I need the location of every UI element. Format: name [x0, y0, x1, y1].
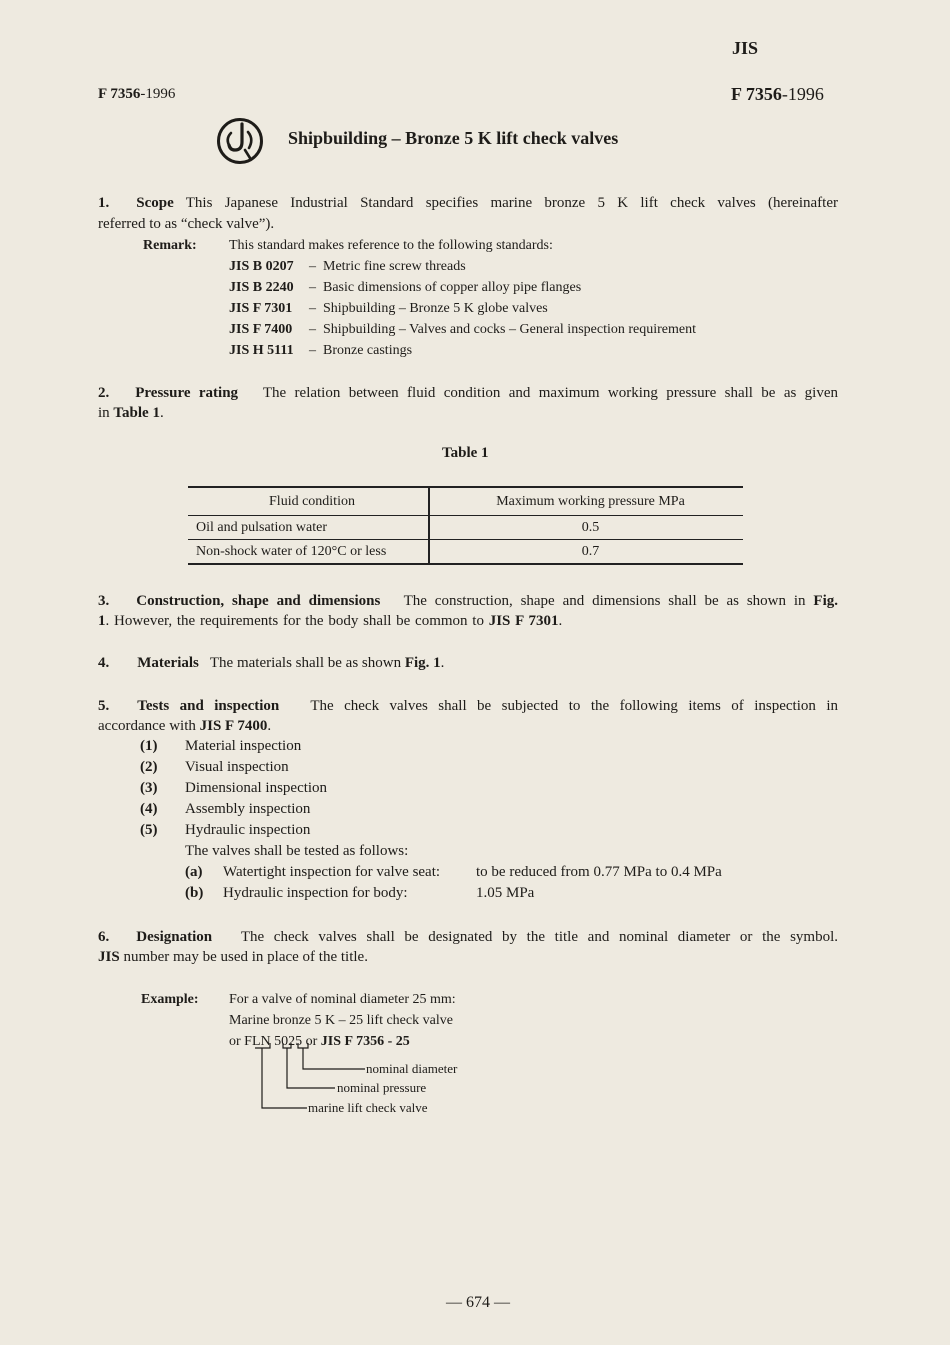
designation-text-line2: number may be used in place of the title.	[119, 949, 368, 965]
construction-number: 3.	[98, 593, 110, 609]
jis-mark-icon	[216, 117, 264, 165]
tests-paragraph-line2	[98, 716, 271, 737]
list-item	[140, 736, 327, 757]
table-row	[188, 540, 743, 565]
designation-text-line1: The check valves shall be designated by the title and nominal diameter or the symbol.	[240, 929, 838, 945]
reference-dash: –	[309, 322, 316, 337]
sub-item-number: (b)	[185, 885, 204, 901]
construction-heading: Construction, shape and dimensions	[136, 593, 381, 609]
item-number: (2)	[140, 759, 158, 775]
reference-title: Shipbuilding – Bronze 5 K globe valves	[323, 301, 548, 316]
standard-ref: JIS F 7400	[199, 718, 268, 734]
page-number: — 674 —	[446, 1294, 510, 1311]
designation-paragraph-line1	[98, 927, 838, 948]
pressure-text-line2: in	[98, 405, 114, 421]
pressure-paragraph-line2	[98, 403, 164, 424]
or-text: or	[229, 1034, 245, 1049]
sub-item-label: Hydraulic inspection for body:	[223, 885, 408, 901]
item-text: Assembly inspection	[185, 801, 311, 817]
column-header-fluid-condition: Fluid condition	[188, 487, 429, 516]
reference-item	[143, 277, 696, 298]
standard-ref: JIS	[98, 949, 120, 965]
header-standard-code-left	[98, 86, 175, 103]
list-item	[140, 778, 327, 799]
example-line1: For a valve of nominal diameter 25 mm:	[229, 992, 456, 1007]
item-text: Hydraulic inspection	[185, 822, 311, 838]
table-cell: 0.5	[429, 516, 743, 540]
construction-paragraph-line2	[98, 611, 562, 632]
reference-dash: –	[309, 280, 316, 295]
tests-paragraph-line1	[98, 696, 838, 717]
table-header-row	[188, 487, 743, 516]
document-title: Shipbuilding – Bronze 5 K lift check valves	[288, 128, 619, 148]
column-header-max-pressure: Maximum working pressure MPa	[429, 487, 743, 516]
period: .	[558, 613, 563, 629]
sub-item	[185, 883, 722, 904]
scope-paragraph-line1	[98, 193, 838, 214]
reference-code: JIS F 7301	[229, 301, 293, 316]
reference-dash: –	[309, 343, 316, 358]
reference-item	[143, 340, 696, 361]
table-cell: Non-shock water of 120°C or less	[188, 540, 429, 565]
inspection-items-list	[140, 736, 327, 841]
designation-paragraph-line2	[98, 947, 368, 968]
period: .	[159, 405, 164, 421]
list-item	[140, 757, 327, 778]
header-right-code: F 7356	[731, 84, 782, 104]
or-text: or	[302, 1034, 321, 1049]
fig-ref: Fig. 1	[404, 655, 441, 671]
scope-number: 1.	[98, 195, 110, 211]
reference-item	[143, 298, 696, 319]
materials-number: 4.	[98, 655, 110, 671]
standard-ref: JIS F 7301	[488, 613, 559, 629]
header-standard-code-right	[731, 84, 824, 105]
scope-heading: Scope	[136, 195, 174, 211]
pressure-text-line1: The relation between fluid condition and maximum working pressure shall be as given	[262, 385, 839, 401]
reference-item	[143, 319, 696, 340]
example-line2: Marine bronze 5 K – 25 lift check valve	[229, 1013, 453, 1028]
remark-row	[143, 235, 696, 256]
table-ref: Table 1	[113, 405, 160, 421]
tested-text: The valves shall be tested as follows:	[185, 843, 409, 859]
header-right-year: -1996	[781, 84, 824, 104]
materials-paragraph	[98, 653, 444, 674]
scope-text-line2: referred to as “check valve”).	[98, 216, 275, 232]
scope-text-line1: This Japanese Industrial Standard specifies marine bronze 5 K lift check valves (hereinafter	[185, 195, 838, 211]
item-number: (3)	[140, 780, 158, 796]
period: .	[440, 655, 445, 671]
item-number: (1)	[140, 738, 158, 754]
reference-title: Shipbuilding – Valves and cocks – General inspection requirement	[323, 322, 696, 337]
list-item	[140, 820, 327, 841]
fig-ref-number: 1	[98, 613, 106, 629]
period: .	[267, 718, 272, 734]
annotation-nominal-pressure: nominal pressure	[337, 1080, 427, 1095]
tests-text-line1: The check valves shall be subjected to the following items of inspection in	[310, 698, 839, 714]
reference-dash: –	[309, 301, 316, 316]
reference-item	[143, 256, 696, 277]
header-left-code: F 7356	[98, 86, 141, 102]
annotation-nominal-diameter: nominal diameter	[366, 1061, 458, 1076]
hydraulic-test-details	[185, 841, 722, 904]
item-text: Visual inspection	[185, 759, 289, 775]
example-standard: JIS F 7356 - 25	[320, 1034, 410, 1049]
pressure-paragraph-line1	[98, 383, 838, 404]
construction-text-line2: . However, the requirements for the body shall be common to	[105, 613, 484, 629]
item-text: Dimensional inspection	[185, 780, 328, 796]
reference-code: JIS B 2240	[229, 280, 294, 295]
reference-standards-list	[143, 235, 696, 361]
table-caption: Table 1	[442, 445, 489, 461]
table-cell: 0.7	[429, 540, 743, 565]
construction-paragraph-line1	[98, 591, 838, 612]
reference-dash: –	[309, 259, 316, 274]
header-left-year: -1996	[140, 86, 176, 102]
item-number: (5)	[140, 822, 158, 838]
table-cell: Oil and pulsation water	[188, 516, 429, 540]
reference-code: JIS H 5111	[229, 343, 294, 358]
reference-title: Metric fine screw threads	[323, 259, 466, 274]
item-text: Material inspection	[185, 738, 302, 754]
sub-item-value: to be reduced from 0.77 MPa to 0.4 MPa	[476, 864, 722, 880]
fig-ref: Fig.	[813, 593, 838, 609]
pressure-rating-table	[188, 486, 743, 565]
materials-heading: Materials	[137, 655, 199, 671]
designation-number: 6.	[98, 929, 110, 945]
example-label: Example:	[141, 992, 199, 1007]
reference-code: JIS B 0207	[229, 259, 294, 274]
table-row	[188, 516, 743, 540]
remark-text: This standard makes reference to the following standards:	[229, 238, 553, 253]
tests-number: 5.	[98, 698, 110, 714]
sub-item-value: 1.05 MPa	[476, 885, 535, 901]
tests-text-line2: accordance with	[98, 718, 200, 734]
example-symbol: FLN 5025	[244, 1034, 303, 1049]
item-number: (4)	[140, 801, 158, 817]
designation-heading: Designation	[136, 929, 213, 945]
construction-text-line1: The construction, shape and dimensions shall be as shown in	[403, 593, 806, 609]
sub-item	[185, 862, 722, 883]
tests-heading: Tests and inspection	[137, 698, 280, 714]
header-jis: JIS	[732, 38, 759, 58]
pressure-heading: Pressure rating	[135, 385, 239, 401]
remark-label: Remark:	[143, 238, 197, 253]
reference-code: JIS F 7400	[229, 322, 293, 337]
tested-intro	[185, 841, 722, 862]
list-item	[140, 799, 327, 820]
reference-title: Bronze castings	[323, 343, 413, 358]
materials-text: The materials shall be as shown	[209, 655, 402, 671]
annotation-marine-lift-check-valve: marine lift check valve	[308, 1100, 428, 1115]
sub-item-number: (a)	[185, 864, 203, 880]
sub-item-label: Watertight inspection for valve seat:	[223, 864, 441, 880]
pressure-number: 2.	[98, 385, 110, 401]
reference-title: Basic dimensions of copper alloy pipe flanges	[323, 280, 582, 295]
